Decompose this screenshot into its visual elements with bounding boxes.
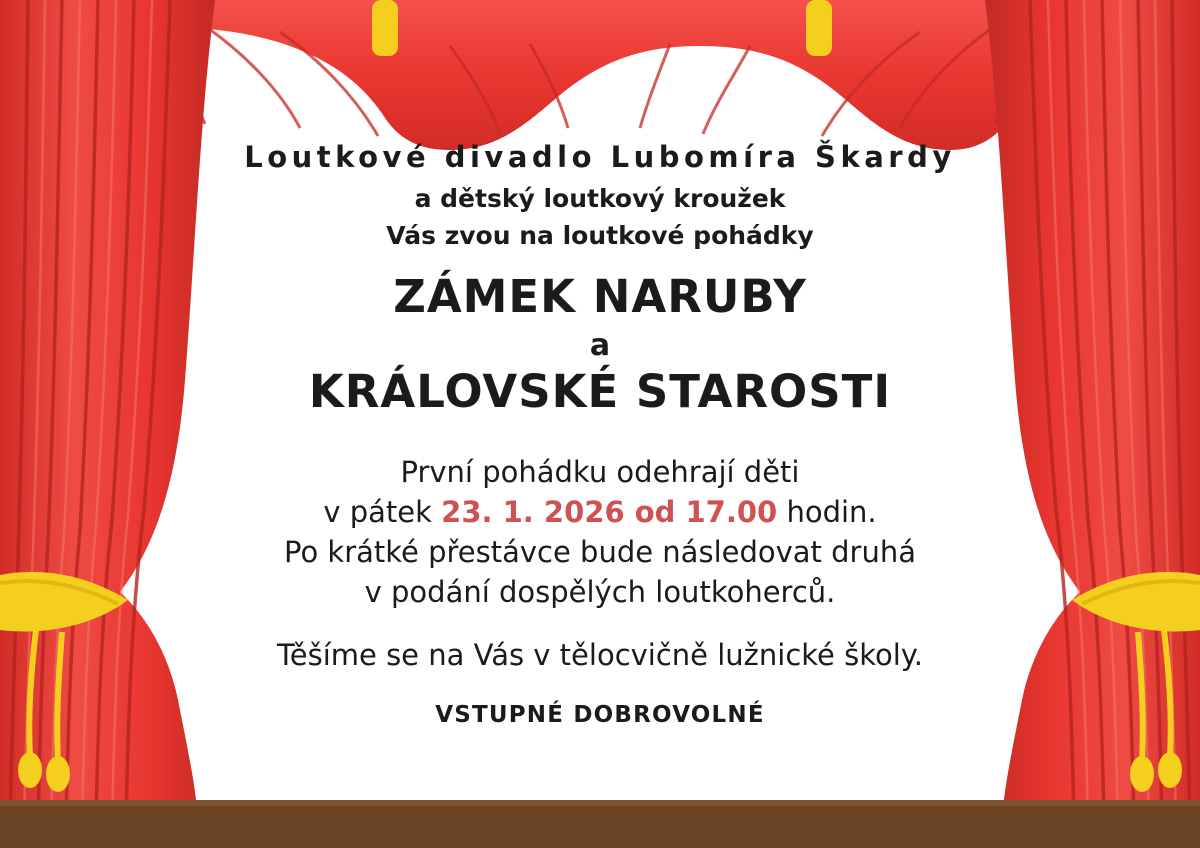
invitation-line: Vás zvou na loutkové pohádky	[386, 221, 814, 250]
details-paragraph	[230, 452, 970, 612]
event-datetime-highlight: 23. 1. 2026 od 17.00	[441, 494, 778, 529]
closing-line: Těšíme se na Vás v tělocvičně lužnické školy.	[276, 637, 924, 672]
details-line-4: v podání dospělých loutkoherců.	[364, 574, 836, 609]
group-line: a dětský loutkový kroužek	[414, 184, 786, 213]
theater-name: Loutkové divadlo Lubomíra Škardy	[244, 140, 956, 174]
spacer	[230, 612, 970, 638]
play-title-primary: ZÁMEK NARUBY	[393, 270, 807, 323]
poster-text-block	[230, 140, 970, 728]
admission-note: VSTUPNÉ DOBROVOLNÉ	[435, 701, 765, 728]
details-line-2-suffix: hodin.	[777, 494, 877, 529]
details-line-3: Po krátké přestávce bude následovat druhá	[284, 534, 916, 569]
title-conjunction: a	[589, 328, 611, 364]
details-line-1: První pohádku odehrají děti	[400, 454, 800, 489]
details-line-2-prefix: v pátek	[323, 494, 442, 529]
stage-floor	[0, 806, 1200, 848]
play-title-secondary: KRÁLOVSKÉ STAROSTI	[308, 365, 892, 419]
